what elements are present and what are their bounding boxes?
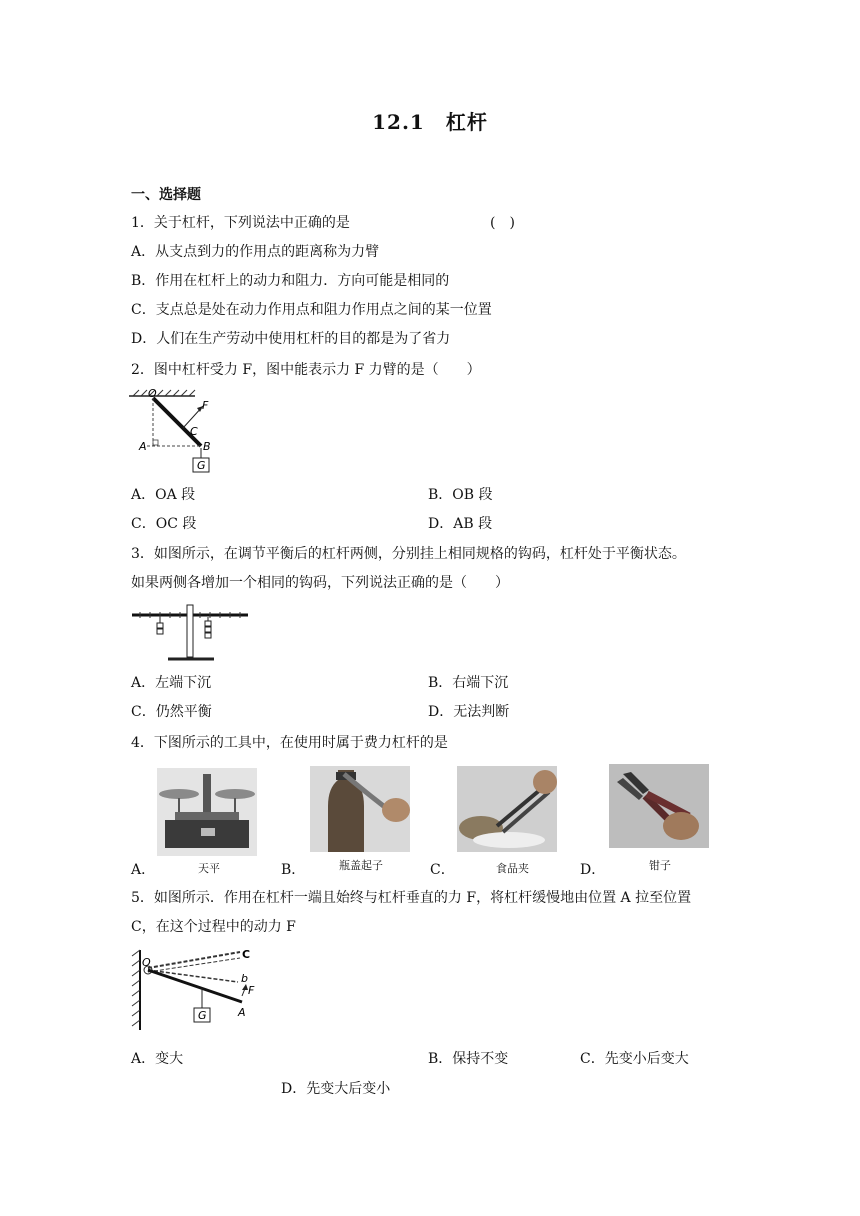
- q2-fig-label-f: F: [202, 399, 209, 412]
- q5-option-b: B．保持不变: [428, 1051, 509, 1067]
- q2-fig-label-c: C: [190, 425, 198, 438]
- q2-option-a: A．OA 段: [131, 487, 196, 503]
- q4-image-balance: [157, 768, 257, 856]
- q4-option-c-caption: 食品夹: [496, 862, 529, 875]
- q5-fig-label-o: O: [142, 956, 151, 969]
- q4-option-a-letter: A．: [131, 862, 156, 878]
- q3-balance-figure: [130, 603, 250, 665]
- q4-option-d-letter: D．: [580, 862, 606, 878]
- q4-image-bottle-opener: [310, 766, 410, 852]
- q5-lever-figure: [128, 946, 258, 1038]
- q4-option-d-caption: 钳子: [649, 859, 671, 872]
- q5-fig-label-f: F: [248, 984, 255, 997]
- q4-option-c-letter: C．: [430, 862, 455, 878]
- q4-option-a-caption: 天平: [198, 862, 220, 875]
- q4-stem: 4．下图所示的工具中，在使用时属于费力杠杆的是: [131, 735, 448, 751]
- q1-stem: 1．关于杠杆，下列说法中正确的是: [131, 215, 350, 231]
- q5-fig-label-c: C: [242, 948, 251, 961]
- q5-option-d: D．先变大后变小: [281, 1081, 391, 1097]
- q3-option-d: D．无法判断: [428, 704, 510, 720]
- q1-option-d: D．人们在生产劳动中使用杠杆的目的都是为了省力: [131, 331, 451, 347]
- q5-stem-line1: 5．如图所示．作用在杠杆一端且始终与杠杆垂直的力 F，将杠杆缓慢地由位置 A 拉至位置: [131, 890, 692, 906]
- q3-option-a: A．左端下沉: [131, 675, 212, 691]
- q1-answer-blank: ( ): [490, 215, 515, 231]
- q3-option-c: C．仍然平衡: [131, 704, 212, 720]
- q3-option-b: B．右端下沉: [428, 675, 509, 691]
- q2-option-b: B．OB 段: [428, 487, 493, 503]
- q2-stem: 2．图中杠杆受力 F，图中能表示力 F 力臂的是（ ）: [131, 362, 481, 378]
- q5-stem-line2: C，在这个过程中的动力 F: [131, 919, 296, 935]
- q4-image-pliers: [609, 764, 709, 848]
- q2-fig-label-b: B: [203, 440, 211, 453]
- q4-option-b-letter: B．: [281, 862, 306, 878]
- q2-fig-label-a: A: [139, 440, 147, 453]
- q5-fig-label-g: G: [198, 1009, 207, 1022]
- q3-stem-line1: 3．如图所示，在调节平衡后的杠杆两侧，分别挂上相同规格的钩码，杠杆处于平衡状态。: [131, 546, 686, 562]
- q2-lever-figure: [125, 388, 225, 478]
- q5-option-c: C．先变小后变大: [580, 1051, 689, 1067]
- q1-option-b: B．作用在杠杆上的动力和阻力．方向可能是相同的: [131, 273, 450, 289]
- q5-option-a: A．变大: [131, 1051, 184, 1067]
- q4-option-b-caption: 瓶盖起子: [339, 859, 383, 872]
- section-heading: 一、选择题: [131, 187, 201, 203]
- q4-image-food-tongs: [457, 766, 557, 852]
- q5-fig-label-a: A: [238, 1006, 246, 1019]
- q2-option-d: D．AB 段: [428, 516, 493, 532]
- page-title: 12.1 杠杆: [372, 110, 488, 134]
- q1-option-a: A．从支点到力的作用点的距离称为力臂: [131, 244, 380, 260]
- q3-stem-line2: 如果两侧各增加一个相同的钩码，下列说法正确的是（ ）: [131, 575, 509, 591]
- q2-fig-label-o: O: [148, 388, 157, 400]
- q2-option-c: C．OC 段: [131, 516, 197, 532]
- q1-option-c: C．支点总是处在动力作用点和阻力作用点之间的某一位置: [131, 302, 492, 318]
- q5-fig-label-b: b: [241, 972, 248, 985]
- q2-fig-label-g: G: [197, 459, 206, 472]
